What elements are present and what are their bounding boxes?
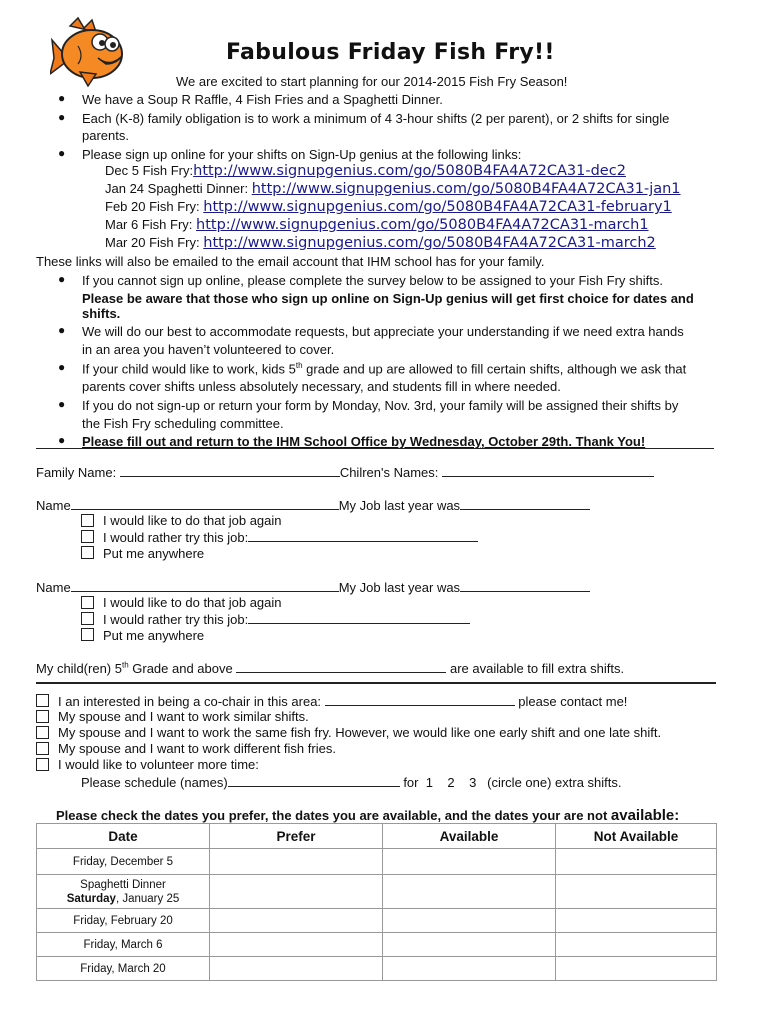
check-more-time: I would like to volunteer more time:	[58, 757, 259, 772]
prefer-cell[interactable]	[210, 909, 383, 933]
name-row-1	[36, 497, 590, 513]
intro-text: We are excited to start planning for our 2014-2015 Fish Fry Season!	[176, 74, 568, 89]
bullet-icon: ●	[58, 272, 66, 286]
date-cell: Friday, December 5	[37, 849, 210, 875]
page-title: Fabulous Friday Fish Fry!!	[226, 40, 555, 65]
link-row-feb20	[105, 199, 672, 215]
children-names-extra-field[interactable]	[236, 660, 446, 673]
table-row	[37, 957, 717, 981]
bullet-signup: Please sign up online for your shifts on Sign-Up genius at the following links:	[82, 147, 522, 162]
not-available-cell[interactable]	[556, 875, 717, 909]
prefer-cell[interactable]	[210, 933, 383, 957]
bullet-return-form: Please fill out and return to the IHM School Office by Wednesday, October 29th. Thank You!	[82, 434, 646, 449]
signup-link-jan24[interactable]: http://www.signupgenius.com/go/5080B4FA4A72CA31-jan1	[251, 181, 681, 197]
available-cell[interactable]	[383, 957, 556, 981]
checkbox-co-chair[interactable]	[36, 694, 49, 707]
link-row-mar20	[105, 235, 656, 251]
not-available-cell[interactable]	[556, 957, 717, 981]
check-same-fry: My spouse and I want to work the same fish fry. However, we would like one early shift and one late shift.	[58, 725, 662, 740]
name-field-2[interactable]	[71, 579, 339, 592]
bullet-cannot-signup: If you cannot sign up online, please complete the survey below to be assigned to your Fish Fry shifts.	[82, 273, 663, 288]
bullet-deadline-cont: the Fish Fry scheduling committee.	[82, 416, 284, 431]
option-anywhere: Put me anywhere	[103, 546, 205, 561]
try-job-field-2[interactable]	[248, 611, 470, 624]
checkbox-more-time[interactable]	[36, 758, 49, 771]
bullet-obligation: Each (K-8) family obligation is to work a minimum of 4 3-hour shifts (2 per parent), or 2 shifts for single	[82, 111, 670, 126]
bullet-raffle: We have a Soup R Raffle, 4 Fish Fries and a Spaghetti Dinner.	[82, 92, 443, 107]
table-header-row	[37, 824, 717, 849]
bullet-icon: ●	[58, 360, 66, 374]
name-label: Name	[36, 580, 71, 595]
table-row	[37, 875, 717, 909]
name-field-1[interactable]	[71, 497, 339, 510]
checkbox-same-job-2[interactable]	[81, 596, 94, 609]
checkbox-try-job-1[interactable]	[81, 530, 94, 543]
link-label: Mar 6 Fish Fry:	[105, 217, 197, 232]
last-job-label: My Job last year was	[338, 580, 461, 595]
co-chair-area-field[interactable]	[325, 693, 515, 706]
option-try-job: I would rather try this job:	[103, 611, 470, 627]
bullet-child-work-cont: parents cover shifts unless absolutely necessary, and students fill in where needed.	[82, 379, 561, 394]
link-row-dec5	[105, 163, 626, 179]
family-row	[36, 464, 654, 480]
bullet-icon: ●	[58, 110, 66, 124]
option-try-job: I would rather try this job:	[103, 529, 478, 545]
table-row	[37, 849, 717, 875]
checkbox-anywhere-1[interactable]	[81, 546, 94, 559]
link-label: Jan 24 Spaghetti Dinner:	[105, 181, 252, 196]
last-job-field-2[interactable]	[460, 579, 590, 592]
check-similar-shifts: My spouse and I want to work similar shifts.	[58, 709, 309, 724]
children-names-field[interactable]	[442, 464, 654, 477]
bullet-icon: ●	[58, 323, 66, 337]
bullet-icon: ●	[58, 433, 66, 447]
signup-link-mar6[interactable]: http://www.signupgenius.com/go/5080B4FA4A72CA31-march1	[196, 217, 649, 233]
option-same-job: I would like to do that job again	[103, 513, 282, 528]
bullet-icon: ●	[58, 91, 66, 105]
available-cell[interactable]	[383, 909, 556, 933]
children-names-label: Chilren's Names:	[339, 465, 439, 480]
checkbox-similar-shifts[interactable]	[36, 710, 49, 723]
not-available-cell[interactable]	[556, 849, 717, 875]
prefer-cell[interactable]	[210, 849, 383, 875]
available-cell[interactable]	[383, 875, 556, 909]
bullet-first-choice-cont: shifts.	[82, 306, 121, 321]
dates-table	[36, 823, 717, 981]
option-anywhere: Put me anywhere	[103, 628, 205, 643]
not-available-cell[interactable]	[556, 933, 717, 957]
bullet-accommodate: We will do our best to accommodate requests, but appreciate your understanding if we need extra hands	[82, 324, 684, 339]
schedule-names-field[interactable]	[228, 774, 400, 787]
table-row	[37, 909, 717, 933]
option-same-job: I would like to do that job again	[103, 595, 282, 610]
signup-link-mar20[interactable]: http://www.signupgenius.com/go/5080B4FA4A72CA31-march2	[203, 235, 656, 251]
email-note: These links will also be emailed to the email account that IHM school has for your family.	[36, 254, 545, 269]
checkbox-same-job-1[interactable]	[81, 514, 94, 527]
bullet-child-work: If your child would like to work, kids 5th grade and up are allowed to fill certain shifts, although we ask that	[82, 361, 687, 377]
table-row	[37, 933, 717, 957]
bullet-icon: ●	[58, 146, 66, 160]
name-row-2	[36, 579, 590, 595]
family-name-label: Family Name:	[36, 465, 117, 480]
link-row-mar6	[105, 217, 649, 233]
date-cell: Spaghetti Dinner Saturday, January 25	[37, 875, 210, 909]
divider	[36, 448, 714, 449]
checkbox-try-job-2[interactable]	[81, 612, 94, 625]
date-cell: Friday, March 20	[37, 957, 210, 981]
bullet-obligation-cont: parents.	[82, 128, 129, 143]
checkbox-same-fry[interactable]	[36, 726, 49, 739]
not-available-cell[interactable]	[556, 909, 717, 933]
col-available: Available	[383, 824, 556, 849]
date-cell: Friday, March 6	[37, 933, 210, 957]
table-intro: Please check the dates you prefer, the dates you are available, and the dates your are not available:	[56, 807, 680, 824]
available-cell[interactable]	[383, 849, 556, 875]
schedule-row: Please schedule (names) for 1 2 3 (circle one) extra shifts.	[81, 775, 622, 790]
checkbox-different-fries[interactable]	[36, 742, 49, 755]
family-name-field[interactable]	[120, 464, 340, 477]
last-job-field-1[interactable]	[460, 497, 590, 510]
bullet-first-choice: Please be aware that those who sign up online on Sign-Up genius will get first choice for dates and	[82, 291, 694, 306]
col-prefer: Prefer	[210, 824, 383, 849]
check-different-fries: My spouse and I want to work different fish fries.	[58, 741, 336, 756]
divider	[36, 682, 716, 684]
link-row-jan24	[105, 181, 681, 197]
signup-link-feb20[interactable]: http://www.signupgenius.com/go/5080B4FA4A72CA31-february1	[203, 199, 672, 215]
fish-logo	[50, 16, 132, 92]
link-label: Dec 5 Fish Fry:	[105, 163, 194, 178]
col-not-available: Not Available	[556, 824, 717, 849]
bullet-deadline: If you do not sign-up or return your form by Monday, Nov. 3rd, your family will be assigned their shifts by	[82, 398, 679, 413]
bullet-accommodate-cont: in an area you haven’t volunteered to cover.	[82, 342, 335, 357]
bullet-icon: ●	[58, 397, 66, 411]
date-cell: Friday, February 20	[37, 909, 210, 933]
check-co-chair: I an interested in being a co-chair in this area: please contact me!	[58, 694, 628, 709]
signup-link-dec5[interactable]: http://www.signupgenius.com/go/5080B4FA4A72CA31-dec2	[193, 163, 626, 179]
link-label: Mar 20 Fish Fry:	[105, 235, 204, 250]
prefer-cell[interactable]	[210, 957, 383, 981]
available-cell[interactable]	[383, 933, 556, 957]
checkbox-anywhere-2[interactable]	[81, 628, 94, 641]
try-job-field-1[interactable]	[248, 529, 478, 542]
prefer-cell[interactable]	[210, 875, 383, 909]
name-label: Name	[36, 498, 71, 513]
link-label: Feb 20 Fish Fry:	[105, 199, 204, 214]
col-date: Date	[37, 824, 210, 849]
children-extra-row: My child(ren) 5th Grade and above are available to fill extra shifts.	[36, 660, 625, 676]
last-job-label: My Job last year was	[338, 498, 461, 513]
